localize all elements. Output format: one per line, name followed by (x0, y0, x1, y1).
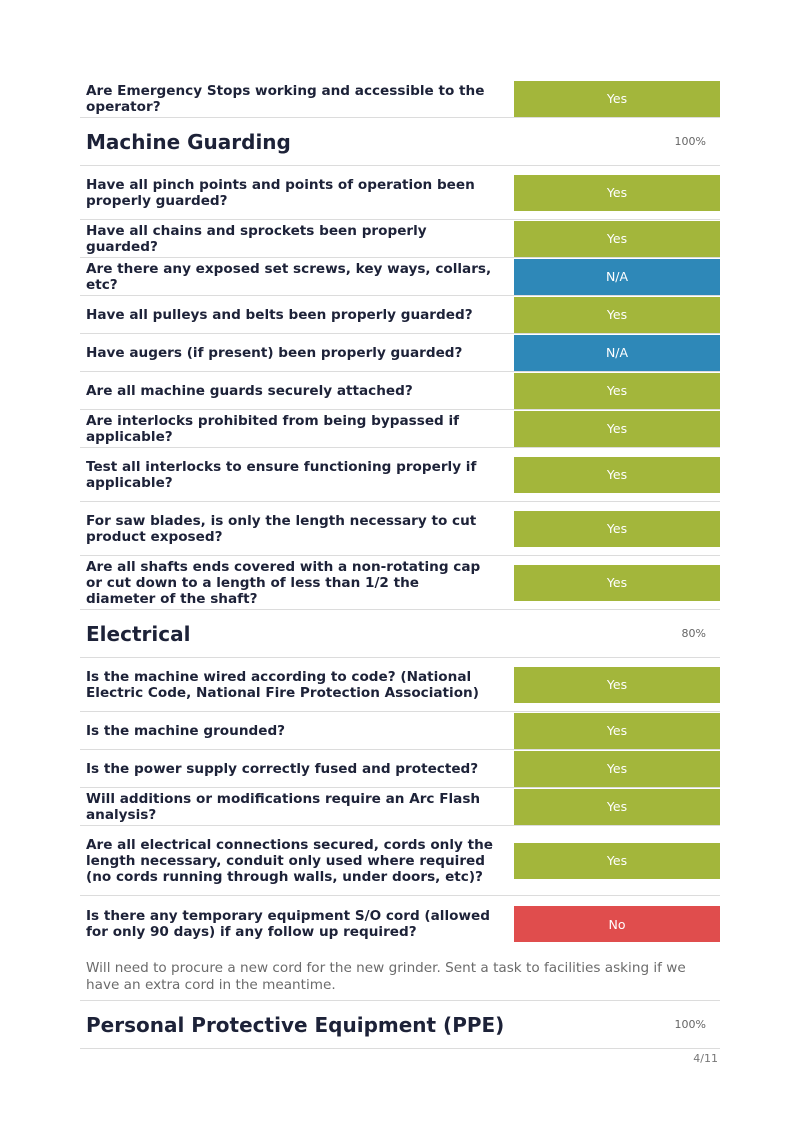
question-text: Have all pinch points and points of operation been properly guarded? (86, 176, 475, 209)
answer-badge[interactable]: Yes (514, 297, 720, 333)
question-text: Have augers (if present) been properly guarded? (86, 344, 463, 361)
answer-badge[interactable]: Yes (514, 789, 720, 825)
answer-badge[interactable]: Yes (514, 843, 720, 879)
question-row-emergency-stops (80, 80, 720, 118)
answer-badge[interactable]: N/A (514, 335, 720, 371)
question-row-temporary-cord (80, 896, 720, 952)
question-row (80, 220, 720, 258)
answer-badge[interactable]: Yes (514, 713, 720, 749)
question-row (80, 788, 720, 826)
answer-badge[interactable]: Yes (514, 457, 720, 493)
question-text: Test all interlocks to ensure functioning properly if applicable? (86, 458, 477, 491)
question-row (80, 334, 720, 372)
section-header-ppe (80, 1001, 720, 1049)
answer-badge[interactable]: Yes (514, 511, 720, 547)
section-title: Machine Guarding (86, 129, 291, 154)
question-text: Are all machine guards securely attached? (86, 382, 413, 399)
section-score: 80% (681, 627, 706, 640)
section-title: Personal Protective Equipment (PPE) (86, 1012, 505, 1037)
inspector-note: Will need to procure a new cord for the new grinder. Sent a task to facilities asking if we have an extra cord in the meantime. (80, 952, 720, 1001)
answer-badge[interactable]: N/A (514, 259, 720, 295)
question-row (80, 658, 720, 712)
answer-badge[interactable]: Yes (514, 565, 720, 601)
question-row (80, 556, 720, 610)
question-text: Is there any temporary equipment S/O cord (allowed for only 90 days) if any follow up required? (86, 908, 490, 940)
question-text: Is the power supply correctly fused and protected? (86, 760, 479, 777)
question-row (80, 750, 720, 788)
question-row (80, 258, 720, 296)
section-title: Electrical (86, 621, 191, 646)
question-text: For saw blades, is only the length necessary to cut product exposed? (86, 512, 477, 545)
question-row (80, 712, 720, 750)
section-header-electrical (80, 610, 720, 658)
question-text: Have all chains and sprockets been properly guarded? (86, 222, 427, 255)
question-text: Have all pulleys and belts been properly guarded? (86, 306, 473, 323)
answer-badge[interactable]: Yes (514, 373, 720, 409)
answer-badge[interactable]: No (514, 906, 720, 942)
inspection-report-page (80, 80, 720, 1049)
question-text: Is the machine grounded? (86, 722, 286, 739)
question-text: Are Emergency Stops working and accessible to the operator? (86, 82, 485, 115)
question-text: Are interlocks prohibited from being bypassed if applicable? (86, 412, 460, 445)
section-score: 100% (674, 1018, 706, 1031)
question-row (80, 372, 720, 410)
section-score: 100% (674, 135, 706, 148)
answer-badge[interactable]: Yes (514, 175, 720, 211)
answer-badge[interactable]: Yes (514, 751, 720, 787)
page-number: 4/11 (693, 1052, 718, 1065)
question-row (80, 448, 720, 502)
answer-badge[interactable]: Yes (514, 81, 720, 117)
section-header-machine-guarding (80, 118, 720, 166)
question-text: Is the machine wired according to code? (National Electric Code, National Fire Protection Association) (86, 668, 479, 701)
question-row (80, 502, 720, 556)
question-text: Will additions or modifications require an Arc Flash analysis? (86, 790, 481, 823)
question-text: Are all electrical connections secured, cords only the length necessary, conduit only used where required (no cords running through walls, under doors, etc)? (86, 836, 493, 885)
question-row (80, 826, 720, 896)
question-text: Are there any exposed set screws, key ways, collars, etc? (86, 260, 492, 293)
answer-badge[interactable]: Yes (514, 411, 720, 447)
answer-badge[interactable]: Yes (514, 221, 720, 257)
question-row (80, 410, 720, 448)
question-row (80, 296, 720, 334)
question-row (80, 166, 720, 220)
question-text: Are all shafts ends covered with a non-rotating cap or cut down to a length of less than 1/2 the diameter of the shaft? (86, 558, 481, 607)
answer-badge[interactable]: Yes (514, 667, 720, 703)
